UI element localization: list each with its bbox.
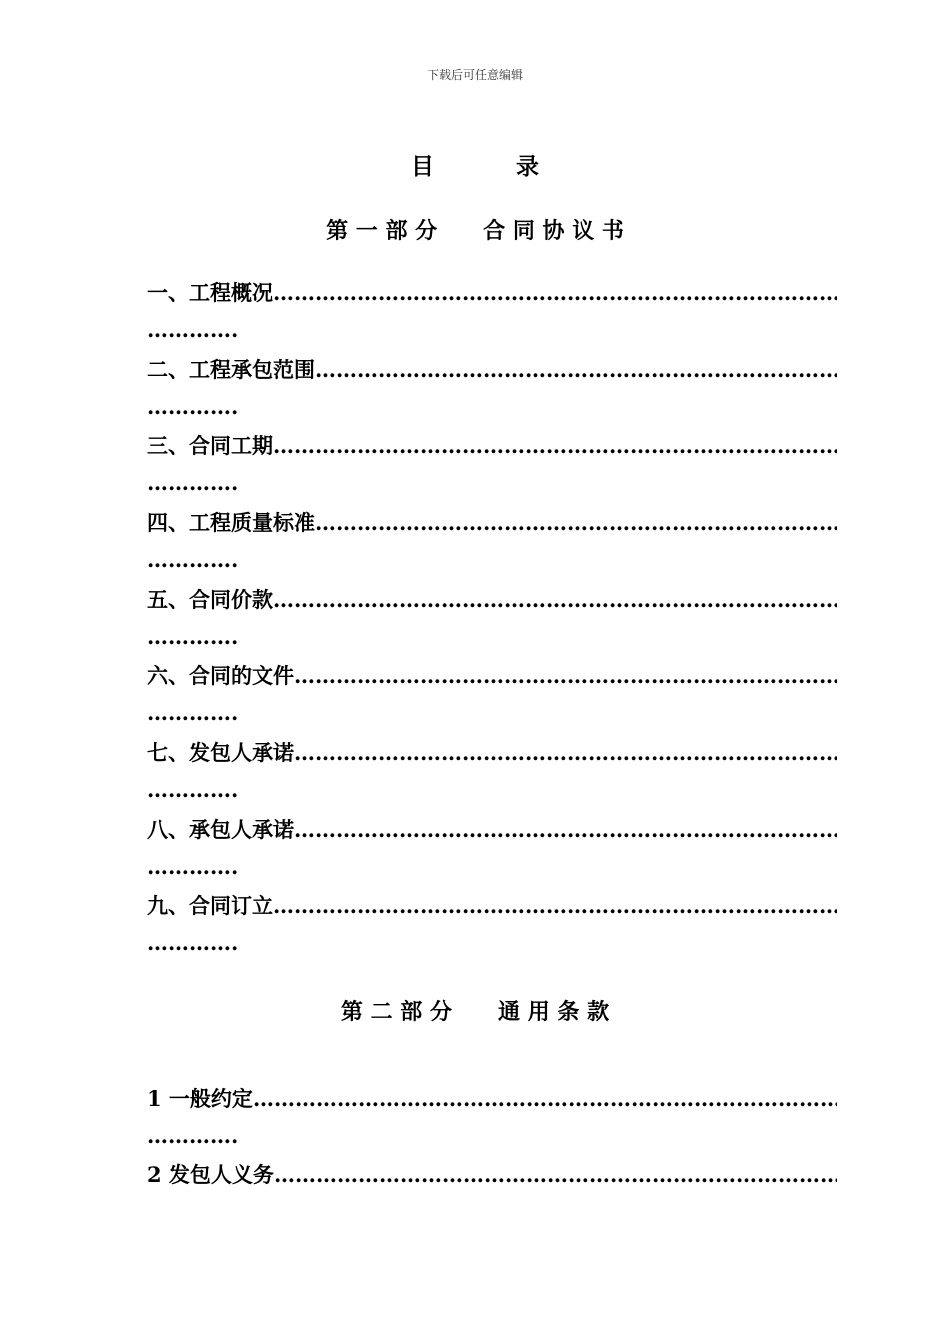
part-two-label-1: 第: [340, 999, 363, 1025]
part-one-label-1: 第: [326, 218, 349, 244]
dot-leader-continued: [147, 618, 239, 655]
toc-entry-5[interactable]: [147, 581, 837, 655]
part-one-title-2: 同: [512, 218, 535, 244]
toc-entry-6[interactable]: [147, 657, 837, 731]
part-two-heading: [0, 995, 950, 1026]
toc-entry-general-2[interactable]: [147, 1156, 837, 1193]
toc-title-left: 目: [411, 153, 434, 180]
toc-entry-8[interactable]: [147, 811, 837, 885]
toc-title-right: 录: [516, 153, 539, 180]
toc-entry-label: 一、工程概况: [147, 280, 273, 305]
dot-leader: [315, 504, 837, 541]
toc-title: [0, 148, 950, 181]
toc-entry-4[interactable]: [147, 504, 837, 578]
toc-entry-label: 四、工程质量标准: [147, 510, 315, 535]
part-one-title-1: 合: [483, 218, 506, 244]
toc-entry-label: 二、工程承包范围: [147, 357, 315, 382]
dot-leader: [273, 274, 837, 311]
toc-entry-label: 五、合同价款: [147, 587, 273, 612]
toc-entry-label: 1 一般约定: [147, 1086, 253, 1111]
dot-leader-continued: [147, 771, 239, 808]
toc-entry-label: 九、合同订立: [147, 893, 273, 918]
dot-leader-continued: [147, 311, 239, 348]
part-two-label-2: 二: [370, 999, 393, 1025]
toc-entry-label: 三、合同工期: [147, 433, 273, 458]
dot-leader: [315, 351, 837, 388]
dot-leader-continued: [147, 694, 239, 731]
dot-leader-continued: [147, 388, 239, 425]
toc-entry-label: 六、合同的文件: [147, 663, 294, 688]
part-two-label-3: 部: [400, 999, 423, 1025]
dot-leader: [294, 734, 837, 771]
part-one-title-5: 书: [601, 218, 624, 244]
toc-entry-general-1[interactable]: [147, 1080, 837, 1154]
toc-entry-label: 八、承包人承诺: [147, 817, 294, 842]
part-one-title-3: 协: [542, 218, 565, 244]
part-one-label-2: 一: [355, 218, 378, 244]
dot-leader-continued: [147, 848, 239, 885]
dot-leader-continued: [147, 541, 239, 578]
toc-entry-1[interactable]: [147, 274, 837, 348]
part-two-title-4: 款: [587, 999, 610, 1025]
dot-leader: [273, 581, 837, 618]
toc-entry-3[interactable]: [147, 427, 837, 501]
part-one-label-4: 分: [415, 218, 438, 244]
toc-entry-7[interactable]: [147, 734, 837, 808]
dot-leader-continued: [147, 464, 239, 501]
dot-leader-continued: [147, 924, 239, 961]
toc-entry-2[interactable]: [147, 351, 837, 425]
part-one-title-4: 议: [572, 218, 595, 244]
dot-leader: [294, 657, 837, 694]
dot-leader: [274, 1156, 837, 1193]
dot-leader: [253, 1080, 837, 1117]
header-note: 下载后可任意编辑: [426, 68, 523, 82]
dot-leader: [273, 427, 837, 464]
dot-leader: [273, 887, 837, 924]
part-one-heading: [0, 214, 950, 245]
toc-entry-label: 七、发包人承诺: [147, 740, 294, 765]
part-two-label-4: 分: [429, 999, 452, 1025]
part-two-title-1: 通: [498, 999, 521, 1025]
toc-entry-label: 2 发包人义务: [147, 1162, 274, 1187]
part-one-label-3: 部: [385, 218, 408, 244]
part-two-title-2: 用: [527, 999, 550, 1025]
dot-leader-continued: [147, 1117, 239, 1154]
part-two-title-3: 条: [557, 999, 580, 1025]
toc-entry-9[interactable]: [147, 887, 837, 961]
dot-leader: [294, 811, 837, 848]
